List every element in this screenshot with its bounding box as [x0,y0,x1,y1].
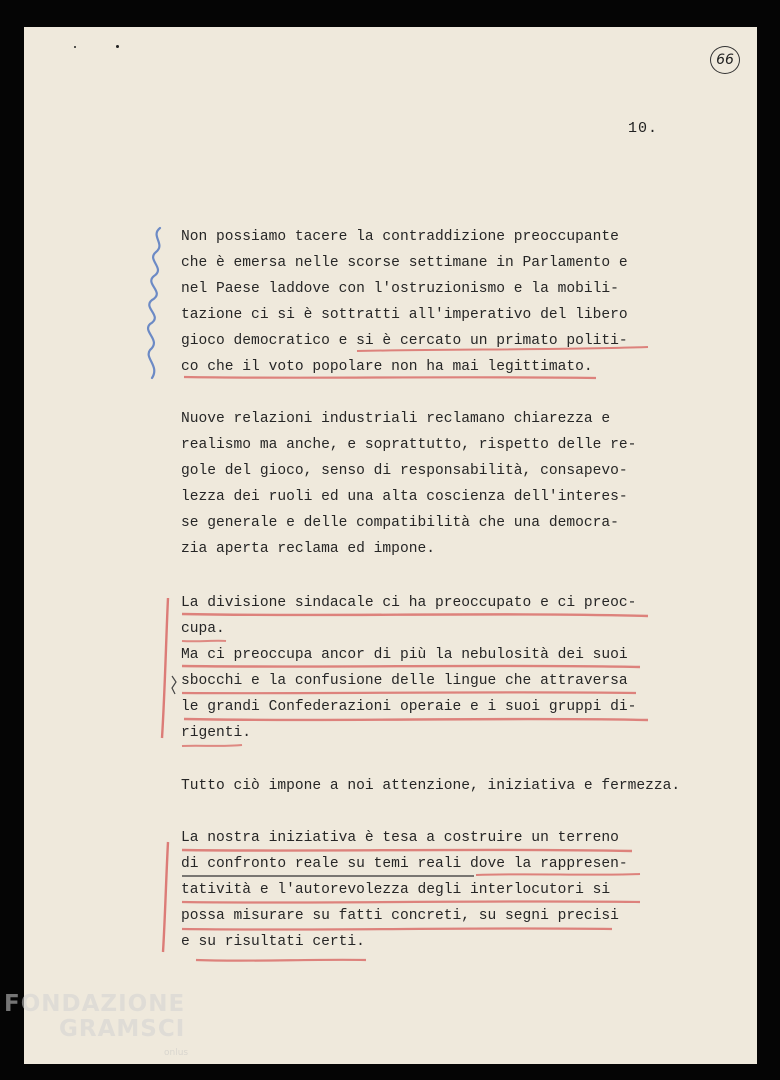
text-line: possa misurare su fatti concreti, su segni precisi [181,908,619,924]
text-line: che è emersa nelle scorse settimane in Parlamento e [181,255,628,271]
text-line: Tutto ciò impone a noi attenzione, iniziativa e fermezza. [181,778,681,794]
watermark-line-3: onlus [164,1048,189,1058]
text-line: zia aperta reclama ed impone. [181,541,435,557]
paragraph-3 [181,590,636,746]
text-line: Non possiamo tacere la contraddizione preoccupante [181,229,619,245]
paragraph-2 [181,406,636,562]
text-line: Ma ci preoccupa ancor di più la nebulosità dei suoi [181,647,628,663]
text-line: co che il voto popolare non ha mai legittimato. [181,359,593,375]
text-line: le grandi Confederazioni operaie e i suoi gruppi di- [181,699,637,715]
text-line: cupa. [181,621,225,637]
paragraph-4 [181,773,680,799]
text-line: realismo ma anche, e soprattutto, rispetto delle re- [181,437,637,453]
text-line: sbocchi e la confusione delle lingue che attraversa [181,673,628,689]
text-line: di confronto reale su temi reali dove la rappresen- [181,856,628,872]
watermark-line-1: FONDAZIONE [4,991,186,1017]
text-line: e su risultati certi. [181,934,365,950]
text-line: tazione ci si è sottratti all'imperativo del libero [181,307,628,323]
speck [116,45,119,48]
text-line: La divisione sindacale ci ha preoccupato e ci preoc- [181,595,637,611]
text-line: se generale e delle compatibilità che una democra- [181,515,619,531]
watermark-logo [4,991,189,1058]
paragraph-5 [181,825,628,955]
text-line: nel Paese laddove con l'ostruzionismo e la mobili- [181,281,619,297]
paragraph-1 [181,224,628,380]
archive-number: 66 [710,46,740,74]
text-line: tatività e l'autorevolezza degli interlocutori si [181,882,611,898]
text-line: gioco democratico e si è cercato un primato politi- [181,333,628,349]
text-line: rigenti. [181,725,252,741]
speck [74,46,76,48]
watermark-line-2: GRAMSCI [59,1016,186,1042]
page-number: 10. [628,120,659,137]
text-line: lezza dei ruoli ed una alta coscienza dell'interes- [181,489,628,505]
text-line: gole del gioco, senso di responsabilità, consapevo- [181,463,628,479]
text-line: La nostra iniziativa è tesa a costruire un terreno [181,830,619,846]
text-line: Nuove relazioni industriali reclamano chiarezza e [181,411,611,427]
